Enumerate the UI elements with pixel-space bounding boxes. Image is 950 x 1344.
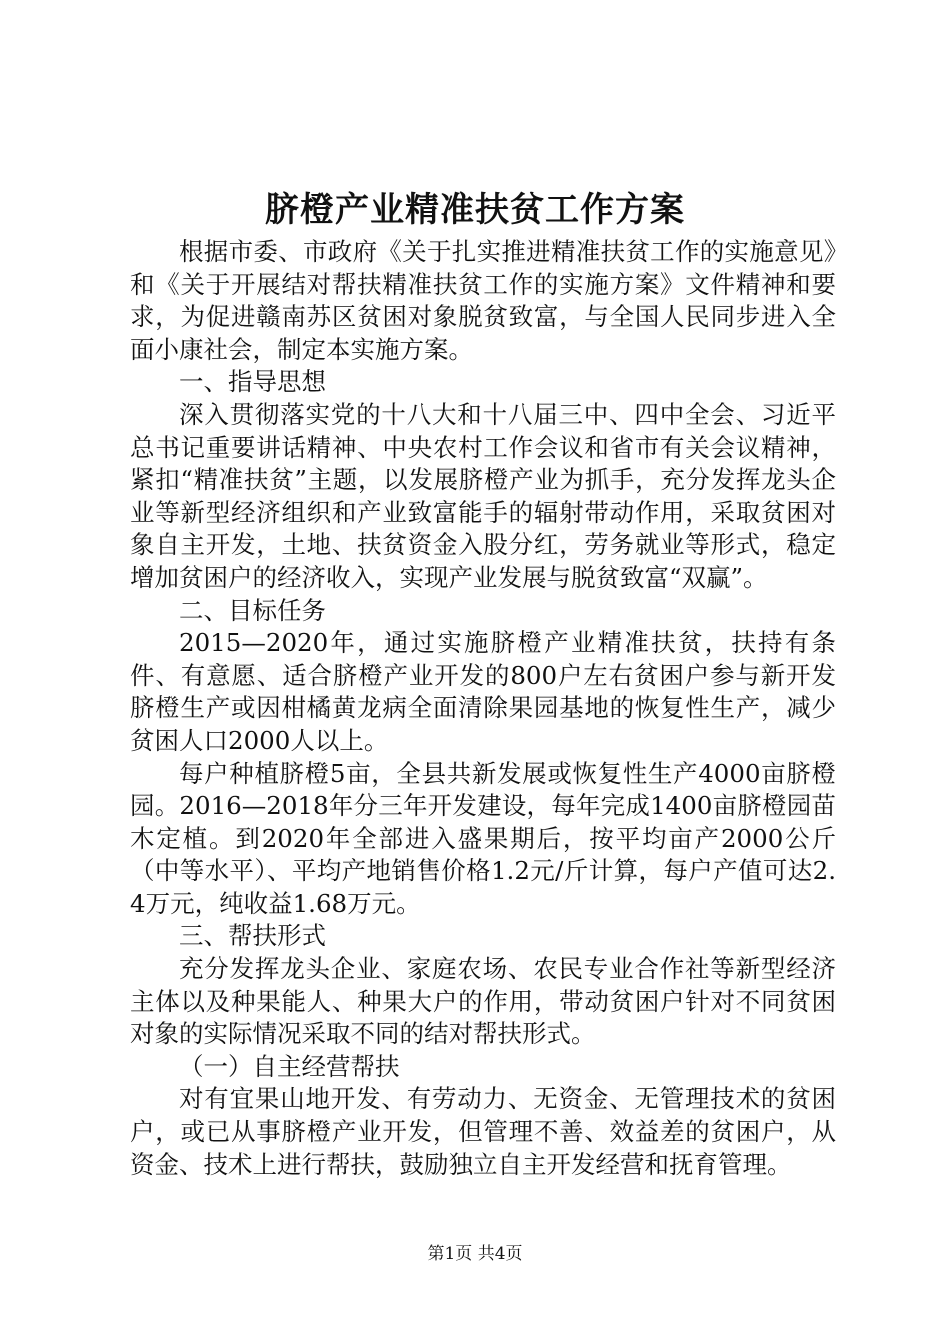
assistance-forms-paragraph: 充分发挥龙头企业、家庭农场、农民专业合作社等新型经济主体以及种果能人、种果大户的作用，带动贫困户针对不同贫困对象的实际情况采取不同的结对帮扶形式。 xyxy=(130,954,836,1049)
targets-paragraph-2: 每户种植脐橙5亩，全县共新发展或恢复性生产4000亩脐橙园。2016—2018年分三年开发建设，每年完成1400亩脐橙园苗木定植。到2020年全部进入盛果期后，按平均亩产2000公斤（中等水平）、平均产地销售价格1.2元/斤计算，每户产值可达2.4万元，纯收益1.68万元。 xyxy=(130,758,836,918)
subsection-heading-self-operation: （一）自主经营帮扶 xyxy=(179,1051,400,1081)
document-body xyxy=(130,236,836,1181)
intro-paragraph: 根据市委、市政府《关于扎实推进精准扶贫工作的实施意见》和《关于开展结对帮扶精准扶贫工作的实施方案》文件精神和要求，为促进赣南苏区贫困对象脱贫致富，与全国人民同步进入全面小康社会，制定本实施方案。 xyxy=(130,237,836,364)
guiding-ideology-paragraph: 深入贯彻落实党的十八大和十八届三中、四中全会、习近平总书记重要讲话精神、中央农村工作会议和省市有关会议精神，紧扣“精准扶贫”主题，以发展脐橙产业为抓手，充分发挥龙头企业等新型经济组织和产业致富能手的辐射带动作用，采取贫困对象自主开发，土地、扶贫资金入股分红，劳务就业等形式，稳定增加贫困户的经济收入，实现产业发展与脱贫致富“双赢”。 xyxy=(130,399,836,592)
page-number-footer: 第1页 共4页 xyxy=(427,1244,523,1264)
document-title: 脐橙产业精准扶贫工作方案 xyxy=(265,190,685,230)
section-heading-guiding-ideology: 一、指导思想 xyxy=(179,367,326,397)
targets-paragraph-1: 2015—2020年，通过实施脐橙产业精准扶贫，扶持有条件、有意愿、适合脐橙产业开发的800户左右贫困户参与新开发脐橙生产或因柑橘黄龙病全面清除果园基地的恢复性生产，减少贫困人口2000人以上。 xyxy=(130,628,836,755)
section-heading-targets: 二、目标任务 xyxy=(179,595,326,625)
self-operation-paragraph: 对有宜果山地开发、有劳动力、无资金、无管理技术的贫困户，或已从事脐橙产业开发，但管理不善、效益差的贫困户，从资金、技术上进行帮扶，鼓励独立自主开发经营和抚育管理。 xyxy=(130,1084,836,1179)
section-heading-assistance-forms: 三、帮扶形式 xyxy=(179,921,326,951)
